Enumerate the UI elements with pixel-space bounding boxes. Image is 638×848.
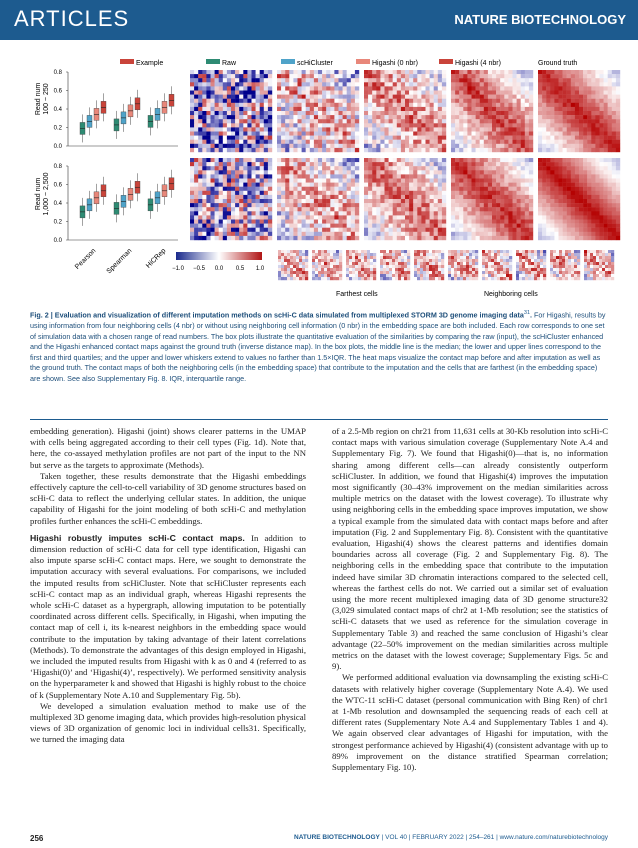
- ytick: 0.2: [53, 125, 62, 132]
- caption-body: For Higashi, results by using information from four neighboring cells (4 nbr) or without using neighboring cell information (0 nbr) in the embedding space are both included. Each row corresponds to one set of simulation data with a chosen range of read numbers. The box plots illustrate the quantitative evaluation of the similarities by comparing the raw (input), the scHiCluster enhanced and the Higashi enhanced contact maps against the ground truth (inverse distance map). In the box plots, the middle line is the median; the lower and upper lines correspond to the first and third quartiles; and the upper and lower whiskers extend to values no farther than 1.5×IQR. The heat maps visualize the contact map before and after imputation as well as the ground truth. The contact maps of both the neighboring cells (in the embedding space) that contribute to the imputation and the cells that are farthest (in the embedding space) are shown. See also Supplementary Fig. 8. IQR, interquartile range.: [30, 310, 606, 383]
- ytick: 0.0: [53, 144, 62, 150]
- left-p3: [30, 533, 306, 701]
- footer-issue: | VOL 40 | FEBRUARY 2022 | 254–261 | www.nature.com/naturebiotechnology: [379, 834, 608, 841]
- left-p3-text: In addition to dimension reduction of scHi-C data for cell type identification, Higashi can also impute sparse scHi-C contact maps. Here, we sought to demonstrate the imputation accuracy with several evaluations. For comparisons, we included the imputed results from scHiCluster. Note that scHiCluster represents each scHi-C contact map as an individual graph, whereas Higashi represents the whole scHi-C dataset as a hypergraph, allowing imputation to be potentially coordinated across different cells. Specifically, in Higashi, when imputing the contact map of cell i, its k-nearest neighbors in the embedding space would contribute to the imputation by taking advantage of their latent correlations (Methods). To demonstrate the advantages of this design employed in Higashi, we included the imputed results from Higashi with k as 0 and 4 (referred to as ‘Higashi(0)’ and ‘Higashi(4)’, respectively). We performed sensitivity analysis on the hyperparameter k and showed that Higashi is highly robust to the choice of k (Supplementary Note A.10 and Supplementary Fig. 5b).: [30, 532, 307, 700]
- heatmap-cell-3: [380, 250, 410, 280]
- journal-name: NATURE BIOTECHNOLOGY: [454, 12, 626, 27]
- ytick: 0.4: [53, 201, 62, 207]
- heatmap-top-2: [364, 70, 446, 152]
- legend-schicluster: scHiCluster: [297, 60, 333, 67]
- heatmap-cell-8: [550, 250, 580, 280]
- legend-swatch-higashi4: [439, 59, 453, 64]
- left-column: [30, 426, 306, 746]
- ylabel-bottom-2: 1,000 ~ 2,500: [43, 172, 50, 216]
- cb-tick-5: 1.0: [255, 266, 265, 272]
- heatmap-cell-1: [312, 250, 342, 280]
- heatmap-top-0: [190, 70, 272, 152]
- ytick: 0.2: [53, 219, 62, 226]
- heatmap-cell-6: [482, 250, 512, 280]
- figure-caption: Fig. 2 | Evaluation and visualization of different imputation methods on scHi-C data simulated from multiplexed STORM 3D genome imaging data$^{31}$. For Higashi, results by using information from four neighboring cells (4 nbr) or without using neighboring cell information (0 nbr) in the embedding space are both included. Each row corresponds to one set of simulation data with a chosen range of read numbers. The box plots illustrate the quantitative evaluation of the similarities by comparing the raw (input), the scHiCluster enhanced and the Higashi enhanced contact maps against the ground truth (inverse distance map). In the box plots, the middle line is the median; the lower and upper lines correspond to the first and third quartiles; and the upper and lower whiskers extend to values no farther than 1.5×IQR. The heat maps visualize the contact map before and after imputation as well as the ground truth. The contact maps of both the neighboring cells (in the embedding space) that contribute to the imputation and the cells that are farthest (in the embedding space) are shown. See also Supplementary Fig. 8. IQR, interquartile range.: [30, 310, 606, 383]
- heatmap-mid-0: [190, 158, 272, 240]
- heatmap-top-3: [451, 70, 533, 152]
- footer-journal: NATURE BIOTECHNOLOGY: [294, 834, 380, 841]
- legend-swatch-higashi0: [356, 59, 370, 64]
- xtick-spearman: Spearman: [105, 247, 134, 276]
- left-p2: Taken together, these results demonstrate that the Higashi embeddings effectively capture the cell-to-cell variability of 3D genome structures based on scHi-C data to reflect the underlying cellular states. In addition, the unique capability of Higashi for the joint modeling of both scHi-C and methylation profiles further enhances the scHi-C embeddings.: [30, 470, 306, 526]
- legend-raw: Raw: [222, 60, 237, 67]
- ytick: 0.6: [53, 88, 62, 95]
- legend-swatch-example: [120, 59, 134, 64]
- ytick: 0.8: [53, 70, 62, 76]
- section-heading: Higashi robustly imputes scHi-C contact maps.: [30, 532, 245, 543]
- ylabel-bottom-1: Read num: [35, 177, 42, 211]
- heatmap-cell-2: [346, 250, 376, 280]
- heatmap-top-1: [277, 70, 359, 152]
- right-p2: We performed additional evaluation via downsampling the existing scHi-C datasets with relatively higher coverage (Supplementary Note A.4). We used the WTC-11 scHi-C dataset (personal communication with Bing Ren) of chr1 at 1-Mb resolution and downsampled the sequencing reads of each cell at different rates (Supplementary Note A.4 and Supplementary Tables 1 and 4). We again observed clear advantages of Higashi for imputation, with the strongest performance achieved by Higashi(4) (consistent advantage with up to 89% improvement on the distance stratified Spearman correlation; Supplementary Fig. 10).: [332, 672, 608, 773]
- page-number: 256: [30, 834, 44, 843]
- right-p1: of a 2.5-Mb region on chr21 from 11,631 cells at 30-Kb resolution into scHi-C contact maps with various simulation coverage (Supplementary Note A.4 and Supplementary Fig. 7). We found that Higashi(0)—that is, no information sharing among different cells—can already consistently outperform scHiCluster. In addition, we found that Higashi(4) improves the imputation most significantly (30–43% improvement on the median similarities across multiple metrics on the dataset with the lowest coverage). To illustrate why using neighboring cells in the embedding space improves imputation, we show a typical example from the simulated data with contact maps before and after imputation (Fig. 2 and Supplementary Fig. 8). Consistent with the quantitative evaluation, Higashi(4) shows the clearest patterns and identifies domain boundaries across all coverage (Fig. 2 and Supplementary Fig. 8). The neighboring cells in the embedding space that contribute to the imputation indeed have similar 3D chromatin interactions compared to the selected cell, whereas the farthest cells do not. We carried out a similar set of evaluation using the more recent multiplexed imaging data of 3D genome structure32 (3,029 simulated contact maps of chr2 at 1-Mb resolution; see the statistics of scHi-C datasets that we used as reference for the simulation coverage in Supplementary Table 3) and reached the same conclusion of Higashi’s clear advantage (22–50% improvement on the median similarities across multiple metrics on the dataset with the lowest coverage; Supplementary Figs. 5c and 9).: [332, 426, 608, 672]
- heatmap-mid-1: [277, 158, 359, 240]
- legend: [120, 59, 577, 67]
- divider: [30, 419, 608, 420]
- heatmap-mid-4: [538, 158, 620, 240]
- xtick-pearson: Pearson: [74, 247, 98, 271]
- ytick: 0.8: [53, 164, 62, 170]
- ylabel-top-1: Read num: [35, 82, 42, 116]
- cb-tick-2: −0.5: [193, 266, 205, 272]
- farthest-label: Farthest cells: [336, 291, 378, 298]
- ytick: 0.4: [53, 107, 62, 113]
- legend-ground-truth: Ground truth: [538, 60, 578, 67]
- ytick: 0.6: [53, 182, 62, 189]
- right-column: [332, 426, 608, 773]
- legend-swatch-raw: [206, 59, 220, 64]
- heatmap-cell-5: [448, 250, 478, 280]
- xtick-hicrep: HiCRep: [145, 247, 168, 270]
- heatmap-mid-3: [451, 158, 533, 240]
- legend-example: Example: [136, 60, 164, 67]
- figure-svg: [16, 54, 622, 304]
- heatmap-cell-0: [278, 250, 308, 280]
- heatmap-mid-2: [364, 158, 446, 240]
- heatmap-cell-9: [584, 250, 614, 280]
- legend-higashi4: Higashi (4 nbr): [455, 60, 501, 67]
- cb-tick-3: 0.0: [214, 266, 224, 272]
- ytick: 0.0: [53, 238, 62, 244]
- heatmap-cell-7: [516, 250, 546, 280]
- neighboring-label: Neighboring cells: [484, 291, 538, 298]
- left-p4: We developed a simulation evaluation method to make use of the multiplexed 3D genome imaging data, which provides high-resolution physical views of 3D organization of genomic loci in individual cells31. Specifically, we turned the imaging data: [30, 700, 306, 745]
- colorbar: [176, 252, 262, 260]
- cb-tick-4: 0.5: [235, 266, 245, 272]
- section-label: ARTICLES: [14, 6, 130, 31]
- cb-tick-1: −1.0: [172, 266, 184, 272]
- figure-2: [16, 54, 622, 304]
- footer-info: [294, 834, 608, 841]
- ylabel-top-2: 100 ~ 250: [43, 83, 50, 115]
- caption-ref: 31: [523, 310, 531, 316]
- legend-swatch-schicluster: [281, 59, 295, 64]
- caption-title: Fig. 2 | Evaluation and visualization of different imputation methods on scHi-C data simulated from multiplexed STORM 3D genome imaging data: [30, 310, 524, 320]
- page-header: [0, 0, 638, 40]
- heatmap-top-4: [538, 70, 620, 152]
- left-p1: embedding generation). Higashi (joint) shows clearer patterns in the UMAP with cells being aggregated according to their cell types (Fig. 1d). Note that, here, the co-assayed methylation profiles are not part of the input to the NN but serve as the targets to approximate (Methods).: [30, 426, 306, 470]
- legend-higashi0: Higashi (0 nbr): [372, 60, 418, 67]
- heatmap-cell-4: [414, 250, 444, 280]
- heatmaps: [190, 70, 620, 280]
- boxplots: [54, 70, 178, 244]
